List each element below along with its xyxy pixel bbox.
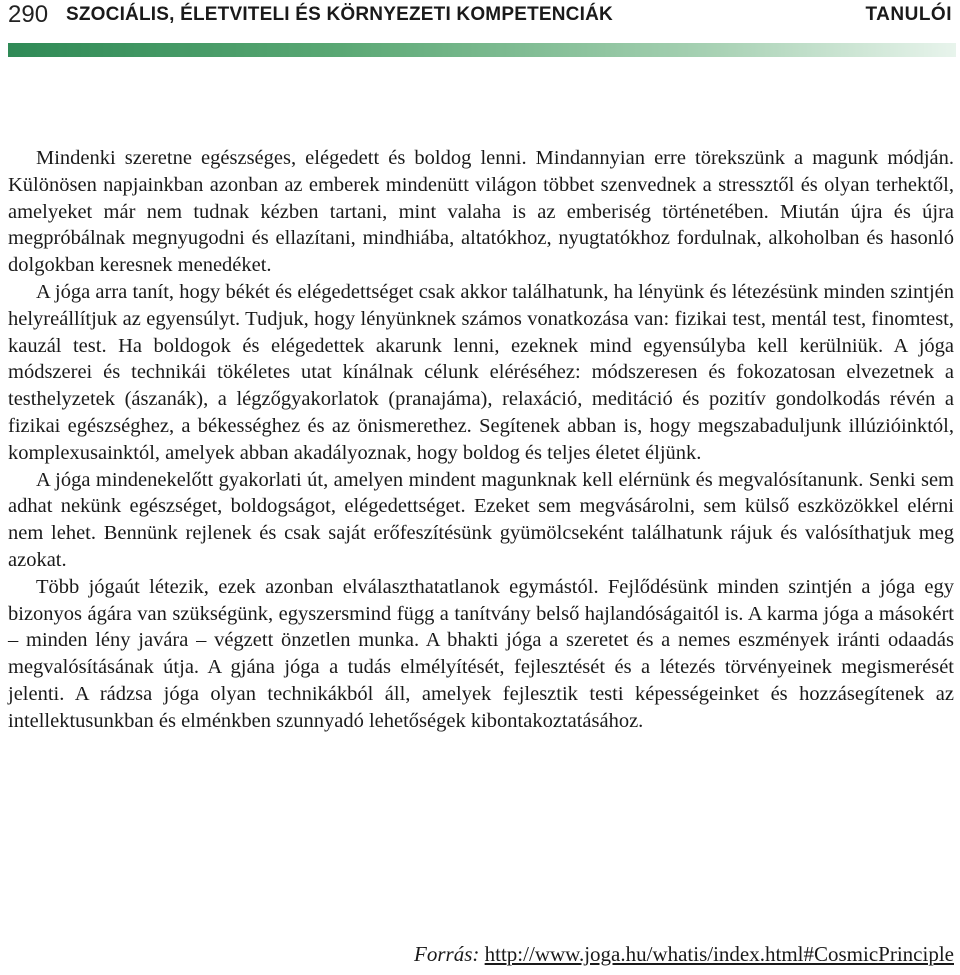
- source-label: Forrás:: [414, 942, 480, 966]
- paragraph: Mindenki szeretne egészséges, elégedett és boldog lenni. Mindannyian erre törekszünk a magunk módján. Különösen napjainkban azonban az emberek mindenütt világon többet szenvednek a stressztől és olyan terhektől, amelyeket már nem tudnak kézben tartani, mint valaha is az emberiség történetében. Miután újra és újra megpróbálnak megnyugodni és ellazítani, mindhiába, altatókhoz, nyugtatókhoz fordulnak, alkoholban és hasonló dolgokban keresnek menedéket.: [8, 147, 954, 277]
- section-label: TANULÓI: [865, 4, 952, 25]
- paragraph: Több jógaút létezik, ezek azonban elválaszthatatlanok egymástól. Fejlődésünk minden szintjén a jóga egy bizonyos ágára van szükségünk, egyszersmind függ a tanítvány belső hajlandóságaitól is. A karma jóga a másokért – minden lény javára – végzett önzetlen munka. A bhakti jóga a szeretet és a nemes eszmények iránti odaadás megvalósításának útja. A gjána jóga a tudás elmélyítését, fejlesztését és a létezés törvényeinek megismerését jelenti. A rádzsa jóga olyan technikákból áll, amelyek fejlesztik testi képességeinket és hozzásegítenek az intellektusunkban és elménkben szunnyadó lehetőségek kibontakoztatásához.: [8, 575, 954, 732]
- header-gradient-rule: [8, 43, 956, 57]
- page-header: [0, 0, 960, 34]
- chapter-title: SZOCIÁLIS, ÉLETVITELI ÉS KÖRNYEZETI KOMPETENCIÁK: [66, 4, 613, 25]
- paragraph: A jóga mindenekelőtt gyakorlati út, amelyen mindent magunknak kell elérnünk és megvalósítanunk. Senki sem adhat nekünk egészséget, boldogságot, elégedettséget. Ezeket sem megvásárolni, sem külső eszközökkel elérni nem lehet. Bennünk rejlenek és csak saját erőfeszítésünk gyümölcseként találhatunk rájuk és valósíthatjuk meg azokat.: [8, 468, 954, 571]
- source-link[interactable]: http://www.joga.hu/whatis/index.html#CosmicPrinciple: [484, 942, 954, 966]
- source-citation: [414, 940, 954, 968]
- body-text: [8, 145, 954, 735]
- paragraph: A jóga arra tanít, hogy békét és elégedettséget csak akkor találhatunk, ha lényünk és létezésünk minden szintjén helyreállítjuk az egyensúlyt. Tudjuk, hogy lényünknek számos vonatkozása van: fizikai test, mentál test, finomtest, kauzál test. Ha boldogok és elégedettek akarunk lenni, ezeknek mind egyensúlyba kell kerülniük. A jóga módszerei és technikái tökéletes utat kínálnak célunk eléréséhez: módszeresen és fokozatosan elvezetnek a testhelyzetek (ászanák), a légzőgyakorlatok (pranajáma), relaxáció, meditáció és pozitív gondolkodás révén a fizikai egészséghez, a békességhez és az önismerethez. Segítenek abban is, hogy megszabaduljunk illúzióinktól, komplexusainktól, amelyek abban akadályoznak, hogy boldog és teljes életet éljünk.: [8, 280, 954, 464]
- page-number: 290: [8, 1, 49, 28]
